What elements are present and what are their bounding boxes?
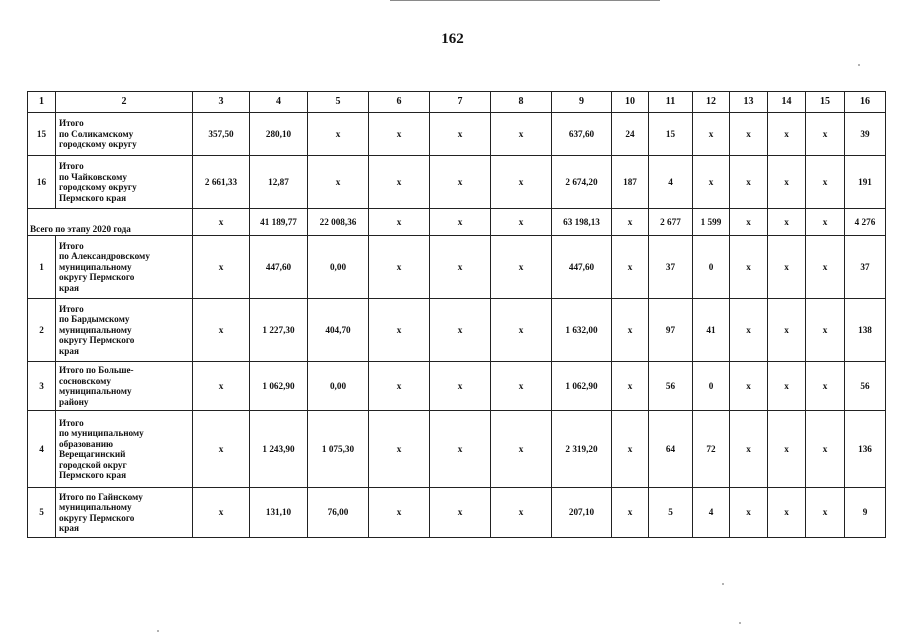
row-value: х (612, 411, 649, 488)
table-row (28, 362, 886, 411)
row-value: х (193, 488, 250, 538)
table-row (28, 236, 886, 299)
row-value: 1 227,30 (250, 299, 308, 362)
total-label: Всего по этапу 2020 года (28, 209, 193, 236)
row-name: Итого по Александровскому муниципальному округу Пермского края (56, 236, 193, 299)
row-value: х (193, 362, 250, 411)
row-value: х (806, 299, 845, 362)
column-header: 2 (56, 92, 193, 113)
column-header: 4 (250, 92, 308, 113)
row-value: 447,60 (250, 236, 308, 299)
row-value: 1 632,00 (552, 299, 612, 362)
row-value: х (806, 411, 845, 488)
row-value: 2 661,33 (193, 156, 250, 209)
row-value: 637,60 (552, 113, 612, 156)
row-number: 15 (28, 113, 56, 156)
row-value: 207,10 (552, 488, 612, 538)
column-header: 13 (730, 92, 768, 113)
total-value: х (369, 209, 430, 236)
row-value: 138 (845, 299, 886, 362)
row-value: х (430, 362, 491, 411)
row-number: 2 (28, 299, 56, 362)
row-value: х (730, 113, 768, 156)
row-value: 56 (845, 362, 886, 411)
row-value: 39 (845, 113, 886, 156)
row-value: 9 (845, 488, 886, 538)
row-value: х (768, 113, 806, 156)
row-value: 76,00 (308, 488, 369, 538)
row-value: х (730, 156, 768, 209)
table-row (28, 299, 886, 362)
row-number: 5 (28, 488, 56, 538)
row-value: х (369, 488, 430, 538)
header-row (28, 92, 886, 113)
row-value: 5 (649, 488, 693, 538)
row-value: х (806, 236, 845, 299)
total-value: 4 276 (845, 209, 886, 236)
row-value: 2 319,20 (552, 411, 612, 488)
row-value: х (369, 236, 430, 299)
row-number: 4 (28, 411, 56, 488)
column-header: 9 (552, 92, 612, 113)
row-value: х (730, 411, 768, 488)
row-value: х (768, 362, 806, 411)
row-name: Итого по Соликамскому городскому округу (56, 113, 193, 156)
row-value: х (369, 113, 430, 156)
column-header: 14 (768, 92, 806, 113)
column-header: 5 (308, 92, 369, 113)
row-value: 41 (693, 299, 730, 362)
row-number: 1 (28, 236, 56, 299)
table-row (28, 488, 886, 538)
column-header: 16 (845, 92, 886, 113)
row-value: 1 243,90 (250, 411, 308, 488)
column-header: 15 (806, 92, 845, 113)
total-value: х (612, 209, 649, 236)
row-value: х (369, 411, 430, 488)
row-value: х (369, 156, 430, 209)
scan-speck (722, 583, 724, 585)
total-value: 63 198,13 (552, 209, 612, 236)
row-value: х (193, 411, 250, 488)
row-value: х (768, 411, 806, 488)
total-value: х (768, 209, 806, 236)
row-value: х (806, 362, 845, 411)
row-value: 187 (612, 156, 649, 209)
row-name: Итого по Бардымскому муниципальному округу Пермского края (56, 299, 193, 362)
row-value: 131,10 (250, 488, 308, 538)
column-header: 6 (369, 92, 430, 113)
row-value: х (430, 156, 491, 209)
row-value: х (430, 488, 491, 538)
total-value: х (491, 209, 552, 236)
row-value: х (612, 488, 649, 538)
row-value: х (491, 299, 552, 362)
row-value: х (768, 156, 806, 209)
row-value: х (430, 113, 491, 156)
table-row (28, 156, 886, 209)
row-value: 1 062,90 (552, 362, 612, 411)
row-value: 64 (649, 411, 693, 488)
row-value: х (369, 299, 430, 362)
row-value: 97 (649, 299, 693, 362)
row-value: х (491, 362, 552, 411)
row-value: 37 (649, 236, 693, 299)
row-value: 24 (612, 113, 649, 156)
row-value: 447,60 (552, 236, 612, 299)
table-row (28, 411, 886, 488)
column-header: 8 (491, 92, 552, 113)
column-header: 10 (612, 92, 649, 113)
row-number: 16 (28, 156, 56, 209)
row-value: 12,87 (250, 156, 308, 209)
row-value: х (806, 156, 845, 209)
row-name: Итого по муниципальному образованию Верещагинский городской округ Пермского края (56, 411, 193, 488)
row-name: Итого по Больше- сосновскому муниципальному району (56, 362, 193, 411)
row-value: х (491, 236, 552, 299)
row-value: 357,50 (193, 113, 250, 156)
row-value: х (491, 488, 552, 538)
row-value: х (806, 488, 845, 538)
row-value: 4 (649, 156, 693, 209)
row-value: 1 062,90 (250, 362, 308, 411)
row-value: 15 (649, 113, 693, 156)
data-table (27, 91, 886, 538)
row-name: Итого по Гайнскому муниципальному округу Пермского края (56, 488, 193, 538)
row-value: х (193, 236, 250, 299)
row-value: 280,10 (250, 113, 308, 156)
total-value: 22 008,36 (308, 209, 369, 236)
total-value: х (430, 209, 491, 236)
column-header: 11 (649, 92, 693, 113)
row-value: 37 (845, 236, 886, 299)
row-name: Итого по Чайковскому городскому округу Пермского края (56, 156, 193, 209)
row-value: 0 (693, 362, 730, 411)
total-value: х (806, 209, 845, 236)
row-value: 191 (845, 156, 886, 209)
total-value: х (730, 209, 768, 236)
row-value: х (730, 362, 768, 411)
row-value: х (193, 299, 250, 362)
row-value: х (491, 113, 552, 156)
total-value: 2 677 (649, 209, 693, 236)
page-number: 162 (441, 31, 464, 47)
row-value: х (612, 299, 649, 362)
row-value: 136 (845, 411, 886, 488)
row-value: 2 674,20 (552, 156, 612, 209)
row-value: х (430, 299, 491, 362)
row-value: 4 (693, 488, 730, 538)
row-value: х (768, 236, 806, 299)
row-value: х (768, 299, 806, 362)
row-value: х (693, 113, 730, 156)
column-header: 7 (430, 92, 491, 113)
total-row (28, 209, 886, 236)
row-value: 1 075,30 (308, 411, 369, 488)
row-value: 0 (693, 236, 730, 299)
row-value: х (612, 236, 649, 299)
row-value: х (308, 156, 369, 209)
row-value: 72 (693, 411, 730, 488)
total-value: х (193, 209, 250, 236)
top-rule (390, 0, 660, 1)
row-value: 0,00 (308, 236, 369, 299)
row-value: х (730, 488, 768, 538)
row-value: х (430, 236, 491, 299)
row-value: х (369, 362, 430, 411)
row-value: 404,70 (308, 299, 369, 362)
total-value: 41 189,77 (250, 209, 308, 236)
row-number: 3 (28, 362, 56, 411)
row-value: х (730, 299, 768, 362)
row-value: х (730, 236, 768, 299)
scan-speck (858, 64, 860, 66)
row-value: х (768, 488, 806, 538)
column-header: 3 (193, 92, 250, 113)
row-value: х (430, 411, 491, 488)
table-row (28, 113, 886, 156)
row-value: х (806, 113, 845, 156)
row-value: х (491, 156, 552, 209)
column-header: 12 (693, 92, 730, 113)
scan-speck (739, 622, 741, 624)
column-header: 1 (28, 92, 56, 113)
row-value: х (308, 113, 369, 156)
row-value: х (491, 411, 552, 488)
scan-speck (157, 630, 159, 632)
row-value: 56 (649, 362, 693, 411)
row-value: 0,00 (308, 362, 369, 411)
row-value: х (693, 156, 730, 209)
row-value: х (612, 362, 649, 411)
total-value: 1 599 (693, 209, 730, 236)
